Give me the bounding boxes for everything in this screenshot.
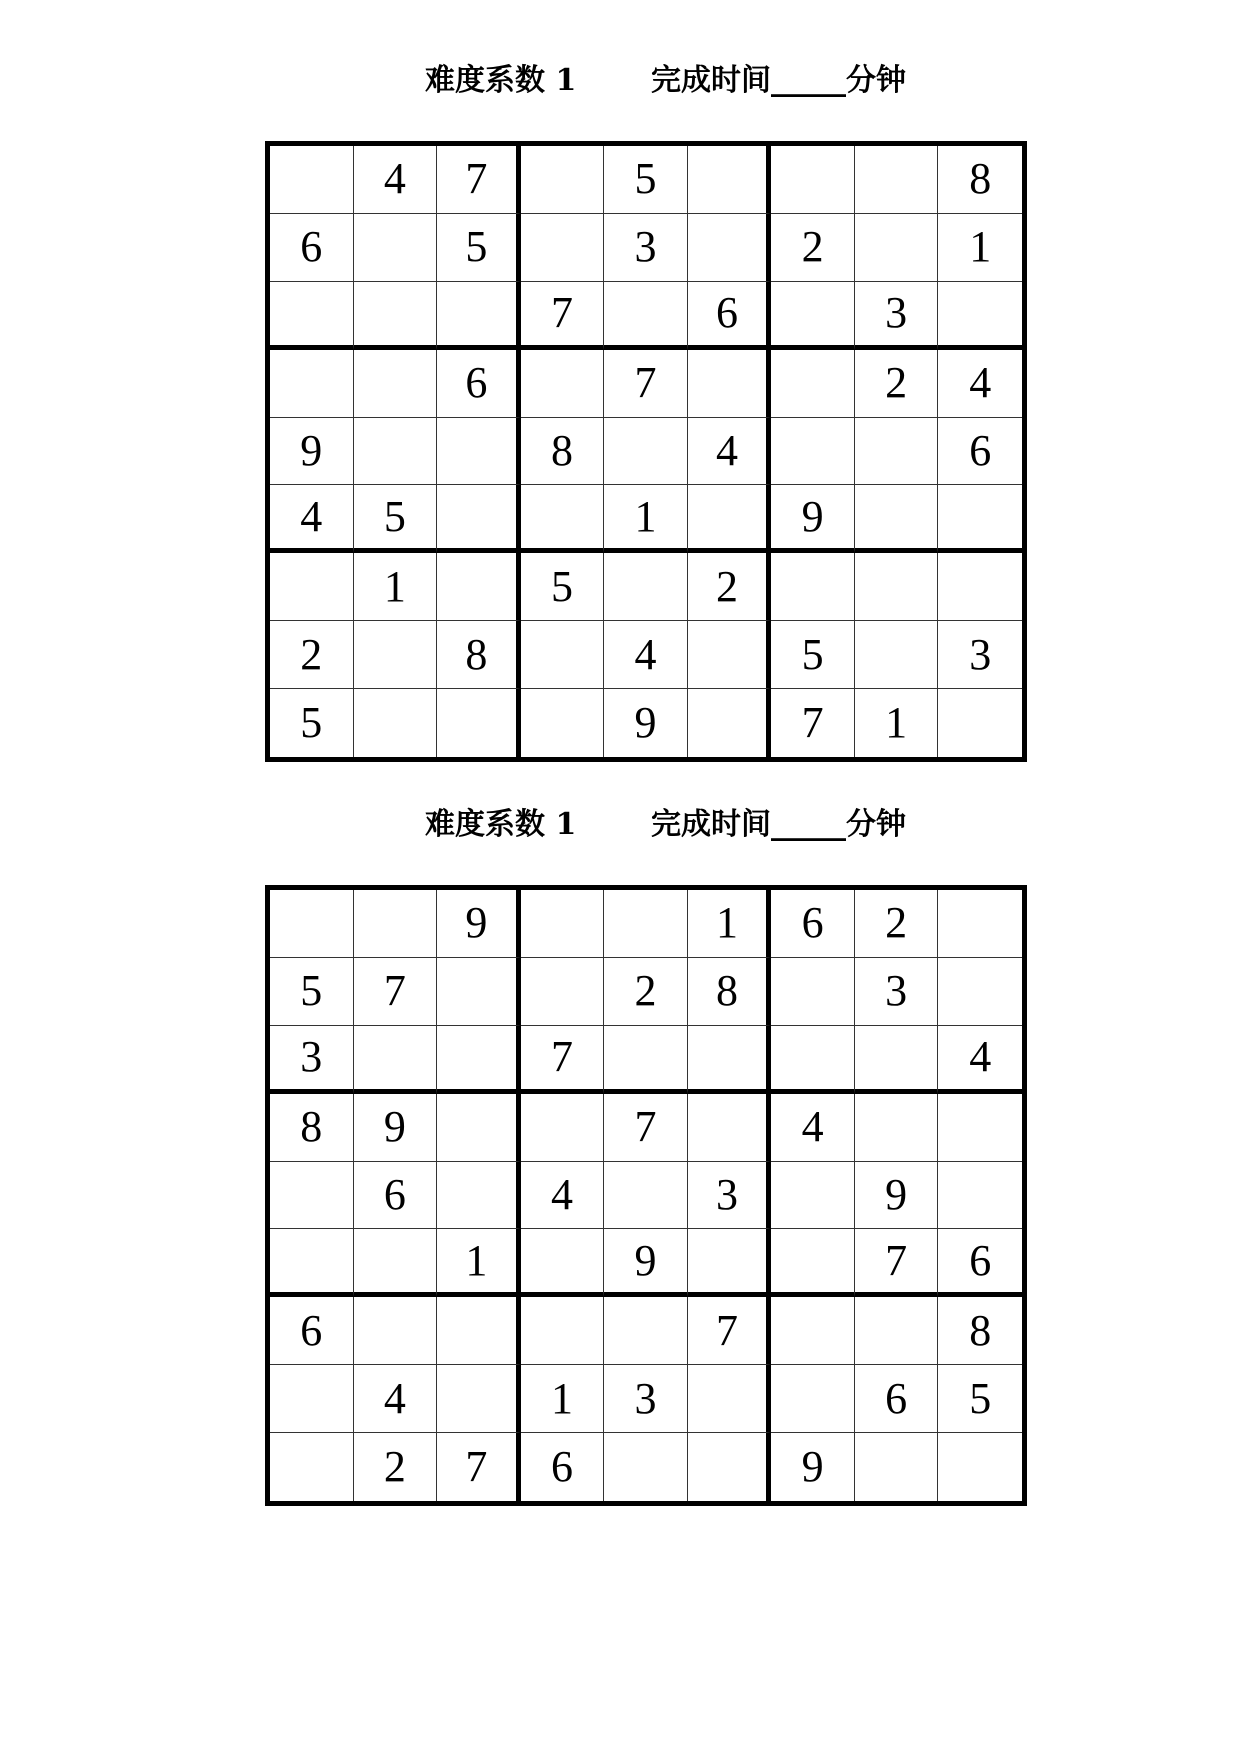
sudoku-cell[interactable] (771, 1229, 855, 1297)
sudoku-cell[interactable]: 6 (938, 418, 1022, 486)
sudoku-cell[interactable]: 3 (855, 958, 939, 1026)
sudoku-cell[interactable] (437, 418, 521, 486)
sudoku-cell[interactable] (437, 689, 521, 757)
sudoku-cell[interactable] (270, 1365, 354, 1433)
sudoku-cell[interactable] (938, 553, 1022, 621)
sudoku-cell[interactable]: 2 (855, 890, 939, 958)
sudoku-cell[interactable]: 9 (771, 1433, 855, 1501)
sudoku-cell[interactable] (437, 1365, 521, 1433)
sudoku-cell[interactable]: 3 (688, 1162, 772, 1230)
sudoku-cell[interactable]: 3 (855, 282, 939, 350)
difficulty-label: 难度系数 1 (425, 807, 577, 842)
sudoku-cell[interactable]: 1 (354, 553, 438, 621)
sudoku-cell[interactable]: 8 (521, 418, 605, 486)
sudoku-cell[interactable] (604, 1297, 688, 1365)
sudoku-cell[interactable] (855, 214, 939, 282)
sudoku-cell[interactable]: 7 (604, 350, 688, 418)
sudoku-cell[interactable] (688, 621, 772, 689)
sudoku-cell[interactable]: 6 (855, 1365, 939, 1433)
sudoku-cell[interactable]: 6 (688, 282, 772, 350)
sudoku-cell[interactable] (270, 890, 354, 958)
sudoku-cell[interactable] (855, 1094, 939, 1162)
sudoku-cell[interactable] (437, 1026, 521, 1094)
sudoku-cell[interactable] (938, 282, 1022, 350)
sudoku-cell[interactable] (688, 1433, 772, 1501)
sudoku-cell[interactable]: 8 (938, 146, 1022, 214)
sudoku-cell[interactable] (688, 485, 772, 553)
sudoku-cell[interactable] (354, 621, 438, 689)
sudoku-cell[interactable]: 2 (270, 621, 354, 689)
sudoku-cell[interactable]: 2 (771, 214, 855, 282)
sudoku-cell[interactable] (437, 1297, 521, 1365)
sudoku-cell[interactable] (771, 282, 855, 350)
sudoku-cell[interactable]: 2 (354, 1433, 438, 1501)
sudoku-cell[interactable]: 6 (771, 890, 855, 958)
sudoku-cell[interactable] (771, 1365, 855, 1433)
sudoku-cell[interactable]: 6 (270, 1297, 354, 1365)
sudoku-cell[interactable]: 9 (855, 1162, 939, 1230)
sudoku-cell[interactable]: 1 (437, 1229, 521, 1297)
sudoku-cell[interactable] (354, 1026, 438, 1094)
sudoku-cell[interactable]: 7 (354, 958, 438, 1026)
sudoku-cell[interactable]: 1 (688, 890, 772, 958)
sudoku-cell[interactable] (270, 282, 354, 350)
sudoku-cell[interactable]: 3 (938, 621, 1022, 689)
sudoku-cell[interactable]: 1 (855, 689, 939, 757)
sudoku-cell[interactable]: 8 (938, 1297, 1022, 1365)
sudoku-cell[interactable]: 6 (437, 350, 521, 418)
sudoku-cell[interactable]: 6 (354, 1162, 438, 1230)
sudoku-cell[interactable] (270, 553, 354, 621)
sudoku-cell[interactable]: 8 (437, 621, 521, 689)
sudoku-cell[interactable]: 6 (521, 1433, 605, 1501)
sudoku-cell[interactable] (688, 1026, 772, 1094)
sudoku-cell[interactable] (771, 1297, 855, 1365)
sudoku-cell[interactable] (938, 958, 1022, 1026)
sudoku-cell[interactable]: 9 (604, 1229, 688, 1297)
sudoku-cell[interactable] (437, 553, 521, 621)
sudoku-cell[interactable] (604, 282, 688, 350)
sudoku-cell[interactable] (270, 1433, 354, 1501)
completion-time-label: 完成时间_____分钟 (651, 63, 906, 98)
sudoku-cell[interactable]: 4 (938, 350, 1022, 418)
sudoku-cell[interactable]: 6 (270, 214, 354, 282)
completion-time-label: 完成时间_____分钟 (651, 807, 906, 842)
sudoku-cell[interactable]: 5 (437, 214, 521, 282)
sudoku-cell[interactable]: 2 (855, 350, 939, 418)
sudoku-cell[interactable] (855, 485, 939, 553)
difficulty-label: 难度系数 1 (425, 63, 577, 98)
sudoku-cell[interactable] (521, 1297, 605, 1365)
sudoku-cell[interactable] (604, 418, 688, 486)
sudoku-cell[interactable] (437, 958, 521, 1026)
sudoku-cell[interactable] (771, 958, 855, 1026)
sudoku-cell[interactable] (855, 1297, 939, 1365)
sudoku-cell[interactable]: 3 (604, 1365, 688, 1433)
sudoku-cell[interactable] (354, 282, 438, 350)
sudoku-cell[interactable]: 9 (437, 890, 521, 958)
sudoku-cell[interactable] (270, 1162, 354, 1230)
sudoku-cell[interactable]: 5 (938, 1365, 1022, 1433)
sudoku-cell[interactable] (688, 1365, 772, 1433)
sudoku-cell[interactable] (521, 1229, 605, 1297)
sudoku-cell[interactable] (437, 282, 521, 350)
sudoku-cell[interactable] (938, 689, 1022, 757)
sudoku-cell[interactable] (688, 214, 772, 282)
sudoku-cell[interactable]: 4 (604, 621, 688, 689)
sudoku-cell[interactable]: 2 (688, 553, 772, 621)
sudoku-cell[interactable]: 3 (604, 214, 688, 282)
sudoku-cell[interactable]: 9 (354, 1094, 438, 1162)
sudoku-cell[interactable]: 5 (604, 146, 688, 214)
sudoku-cell[interactable] (938, 1433, 1022, 1501)
sudoku-cell[interactable] (938, 1162, 1022, 1230)
sudoku-cell[interactable] (771, 553, 855, 621)
sudoku-cell[interactable]: 5 (270, 689, 354, 757)
sudoku-cell[interactable] (354, 890, 438, 958)
sudoku-cell[interactable]: 5 (771, 621, 855, 689)
sudoku-cell[interactable] (771, 1026, 855, 1094)
sudoku-cell[interactable] (354, 214, 438, 282)
sudoku-cell[interactable]: 7 (437, 146, 521, 214)
sudoku-cell[interactable] (354, 689, 438, 757)
sudoku-cell[interactable] (604, 890, 688, 958)
sudoku-cell[interactable] (521, 890, 605, 958)
sudoku-cell[interactable] (604, 553, 688, 621)
sudoku-cell[interactable]: 5 (354, 485, 438, 553)
sudoku-cell[interactable] (771, 1162, 855, 1230)
sudoku-cell[interactable] (521, 621, 605, 689)
sudoku-cell[interactable] (771, 418, 855, 486)
sudoku-cell[interactable]: 4 (771, 1094, 855, 1162)
sudoku-cell[interactable] (354, 1297, 438, 1365)
sudoku-cell[interactable] (437, 1094, 521, 1162)
sudoku-cell[interactable]: 7 (771, 689, 855, 757)
sudoku-cell[interactable] (938, 1094, 1022, 1162)
sudoku-cell[interactable]: 4 (938, 1026, 1022, 1094)
sudoku-cell[interactable] (855, 146, 939, 214)
sudoku-cell[interactable] (354, 1229, 438, 1297)
sudoku-cell[interactable] (354, 418, 438, 486)
sudoku-cell[interactable] (771, 350, 855, 418)
sudoku-cell[interactable] (270, 1229, 354, 1297)
sudoku-cell[interactable]: 7 (604, 1094, 688, 1162)
sudoku-cell[interactable]: 4 (354, 146, 438, 214)
sudoku-cell[interactable] (521, 214, 605, 282)
sudoku-cell[interactable] (521, 958, 605, 1026)
sudoku-cell[interactable]: 9 (270, 418, 354, 486)
sudoku-cell[interactable] (938, 485, 1022, 553)
sudoku-cell[interactable] (688, 1094, 772, 1162)
sudoku-cell[interactable] (521, 689, 605, 757)
sudoku-cell[interactable] (855, 418, 939, 486)
sudoku-cell[interactable] (855, 1026, 939, 1094)
sudoku-cell[interactable] (521, 146, 605, 214)
sudoku-cell[interactable] (604, 1026, 688, 1094)
sudoku-cell[interactable] (604, 1433, 688, 1501)
sudoku-cell[interactable]: 1 (521, 1365, 605, 1433)
sudoku-cell[interactable]: 7 (521, 282, 605, 350)
sudoku-grid (265, 885, 1027, 1506)
sudoku-cell[interactable] (437, 1162, 521, 1230)
sudoku-cell[interactable]: 5 (270, 958, 354, 1026)
sudoku-cell[interactable]: 7 (855, 1229, 939, 1297)
sudoku-cell[interactable]: 1 (604, 485, 688, 553)
sudoku-cell[interactable] (521, 1094, 605, 1162)
sudoku-cell[interactable] (521, 350, 605, 418)
sudoku-cell[interactable] (688, 146, 772, 214)
sudoku-cell[interactable]: 4 (521, 1162, 605, 1230)
sudoku-cell[interactable]: 4 (354, 1365, 438, 1433)
sudoku-cell[interactable]: 9 (604, 689, 688, 757)
sudoku-cell[interactable]: 7 (437, 1433, 521, 1501)
sudoku-cell[interactable] (855, 621, 939, 689)
sudoku-cell[interactable] (688, 1229, 772, 1297)
sudoku-cell[interactable]: 2 (604, 958, 688, 1026)
sudoku-cell[interactable]: 5 (521, 553, 605, 621)
sudoku-cell[interactable] (855, 553, 939, 621)
sudoku-cell[interactable]: 4 (688, 418, 772, 486)
sudoku-cell[interactable]: 8 (270, 1094, 354, 1162)
sudoku-cell[interactable] (688, 689, 772, 757)
sudoku-cell[interactable]: 8 (688, 958, 772, 1026)
sudoku-cell[interactable] (771, 146, 855, 214)
sudoku-cell[interactable] (604, 1162, 688, 1230)
sudoku-cell[interactable] (354, 350, 438, 418)
sudoku-cell[interactable] (855, 1433, 939, 1501)
sudoku-cell[interactable] (437, 485, 521, 553)
sudoku-cell[interactable] (270, 350, 354, 418)
sudoku-cell[interactable] (938, 890, 1022, 958)
sudoku-cell[interactable]: 7 (521, 1026, 605, 1094)
sudoku-cell[interactable]: 4 (270, 485, 354, 553)
sudoku-cell[interactable]: 9 (771, 485, 855, 553)
sudoku-cell[interactable] (270, 146, 354, 214)
sudoku-cell[interactable]: 6 (938, 1229, 1022, 1297)
sudoku-cell[interactable]: 7 (688, 1297, 772, 1365)
sudoku-cell[interactable]: 3 (270, 1026, 354, 1094)
sudoku-cell[interactable]: 1 (938, 214, 1022, 282)
sudoku-cell[interactable] (521, 485, 605, 553)
sudoku-cell[interactable] (688, 350, 772, 418)
sudoku-grid (265, 141, 1027, 762)
